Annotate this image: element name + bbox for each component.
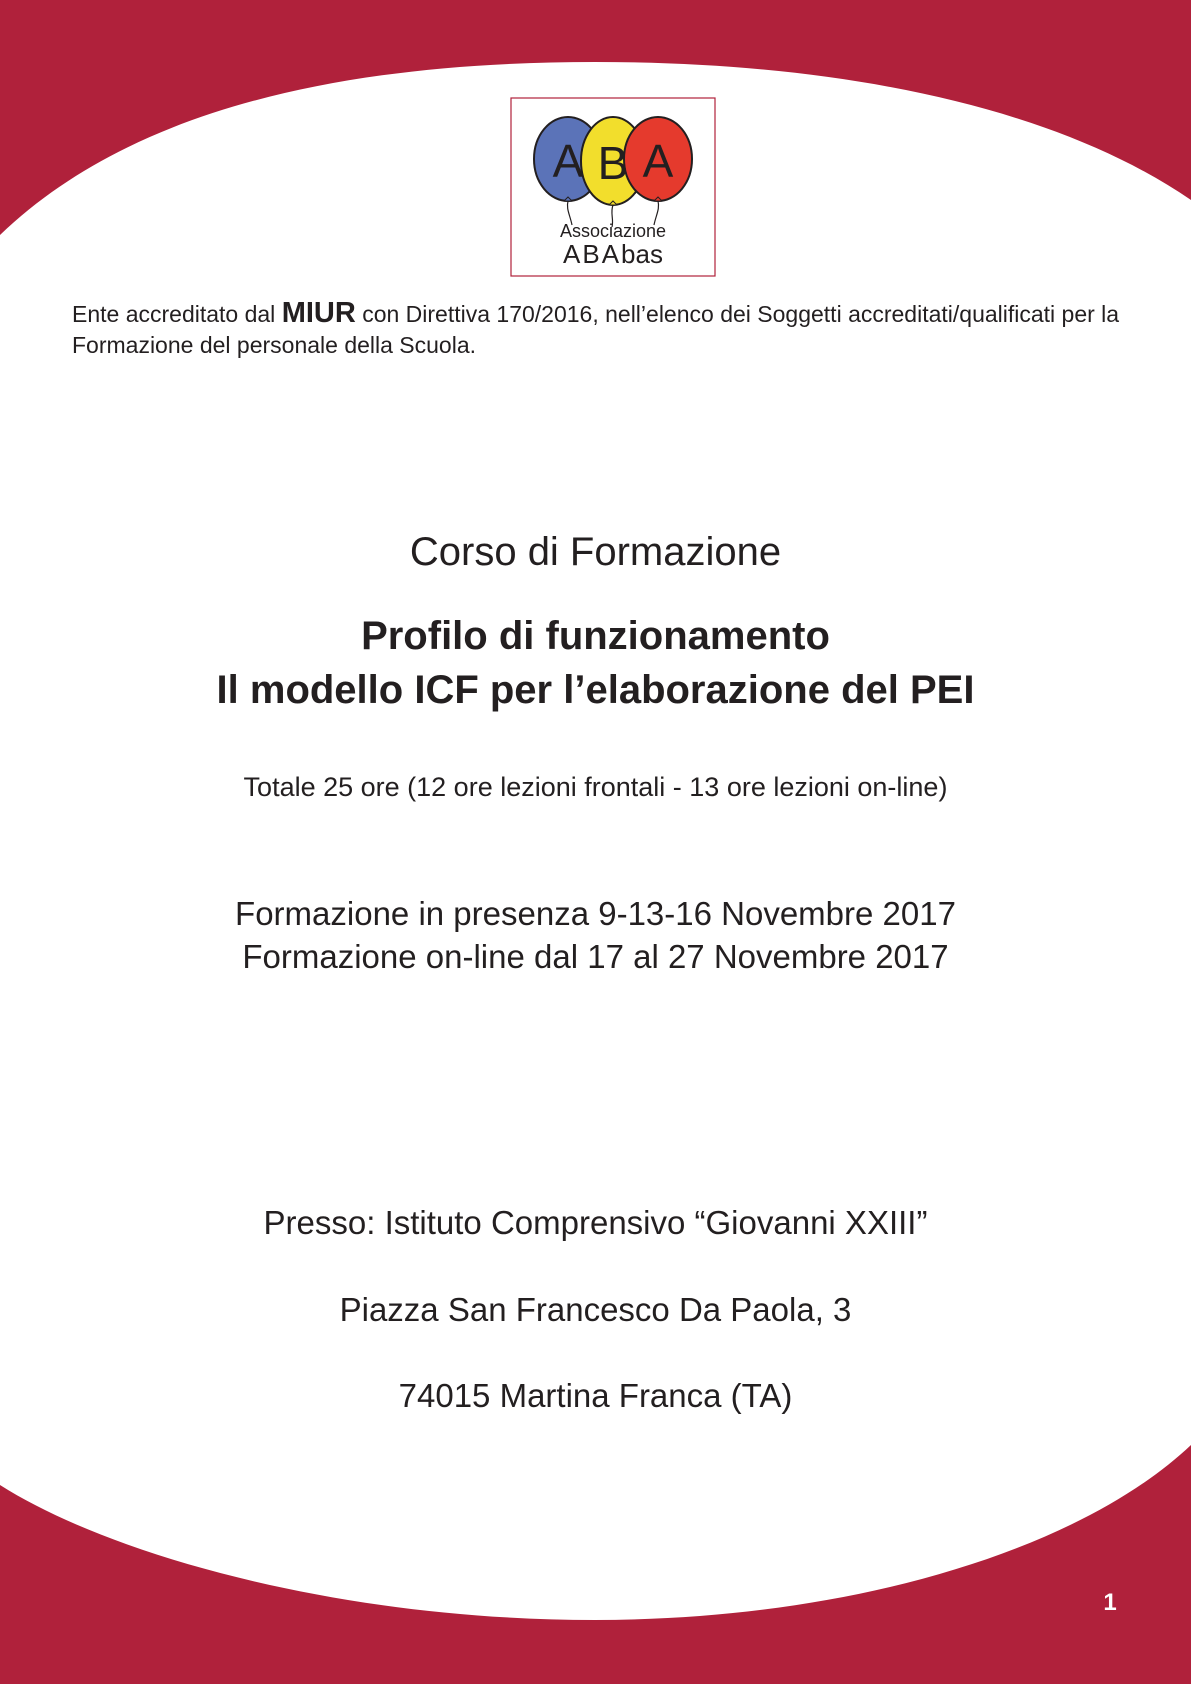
page-number: 1 [1103, 1589, 1117, 1616]
dates-in-person: Formazione in presenza 9-13-16 Novembre 2017 [235, 895, 956, 932]
logo-letter-2: B [597, 137, 629, 189]
venue-city: 74015 Martina Franca (TA) [398, 1377, 793, 1414]
logo-name-caps: ABA [563, 239, 622, 269]
course-hours: Totale 25 ore (12 ore lezioni frontali - 13 ore lezioni on-line) [243, 772, 948, 802]
logo-name-rest: bas [621, 239, 663, 269]
accreditation-statement [72, 298, 1132, 361]
venue: Presso: Istituto Comprensivo “Giovanni XXIII” [263, 1204, 928, 1241]
accreditation-miur: MIUR [281, 297, 356, 329]
accreditation-suffix: con Direttiva 170/2016, nell’elenco dei Soggetti accreditati/qualificati per la Formazione del personale della Scuola. [72, 301, 1120, 358]
logo-letter-3: A [642, 135, 674, 187]
aba-balloons-logo [510, 97, 716, 277]
course-title-line1: Profilo di funzionamento [361, 614, 830, 658]
course-type: Corso di Formazione [409, 530, 782, 574]
venue-address: Piazza San Francesco Da Paola, 3 [339, 1291, 852, 1328]
logo-name-line1: Associazione [559, 221, 667, 241]
aba-logo [510, 97, 716, 277]
dates-online: Formazione on-line dal 17 al 27 Novembre 2017 [242, 938, 949, 975]
logo-letter-1: A [552, 135, 584, 187]
bottom-red-band [0, 1445, 1191, 1684]
accreditation-prefix: Ente accreditato dal [72, 301, 276, 327]
svg-text:ABAbas [563, 239, 663, 269]
course-title-line2: Il modello ICF per l’elaborazione del PEI [216, 668, 975, 712]
